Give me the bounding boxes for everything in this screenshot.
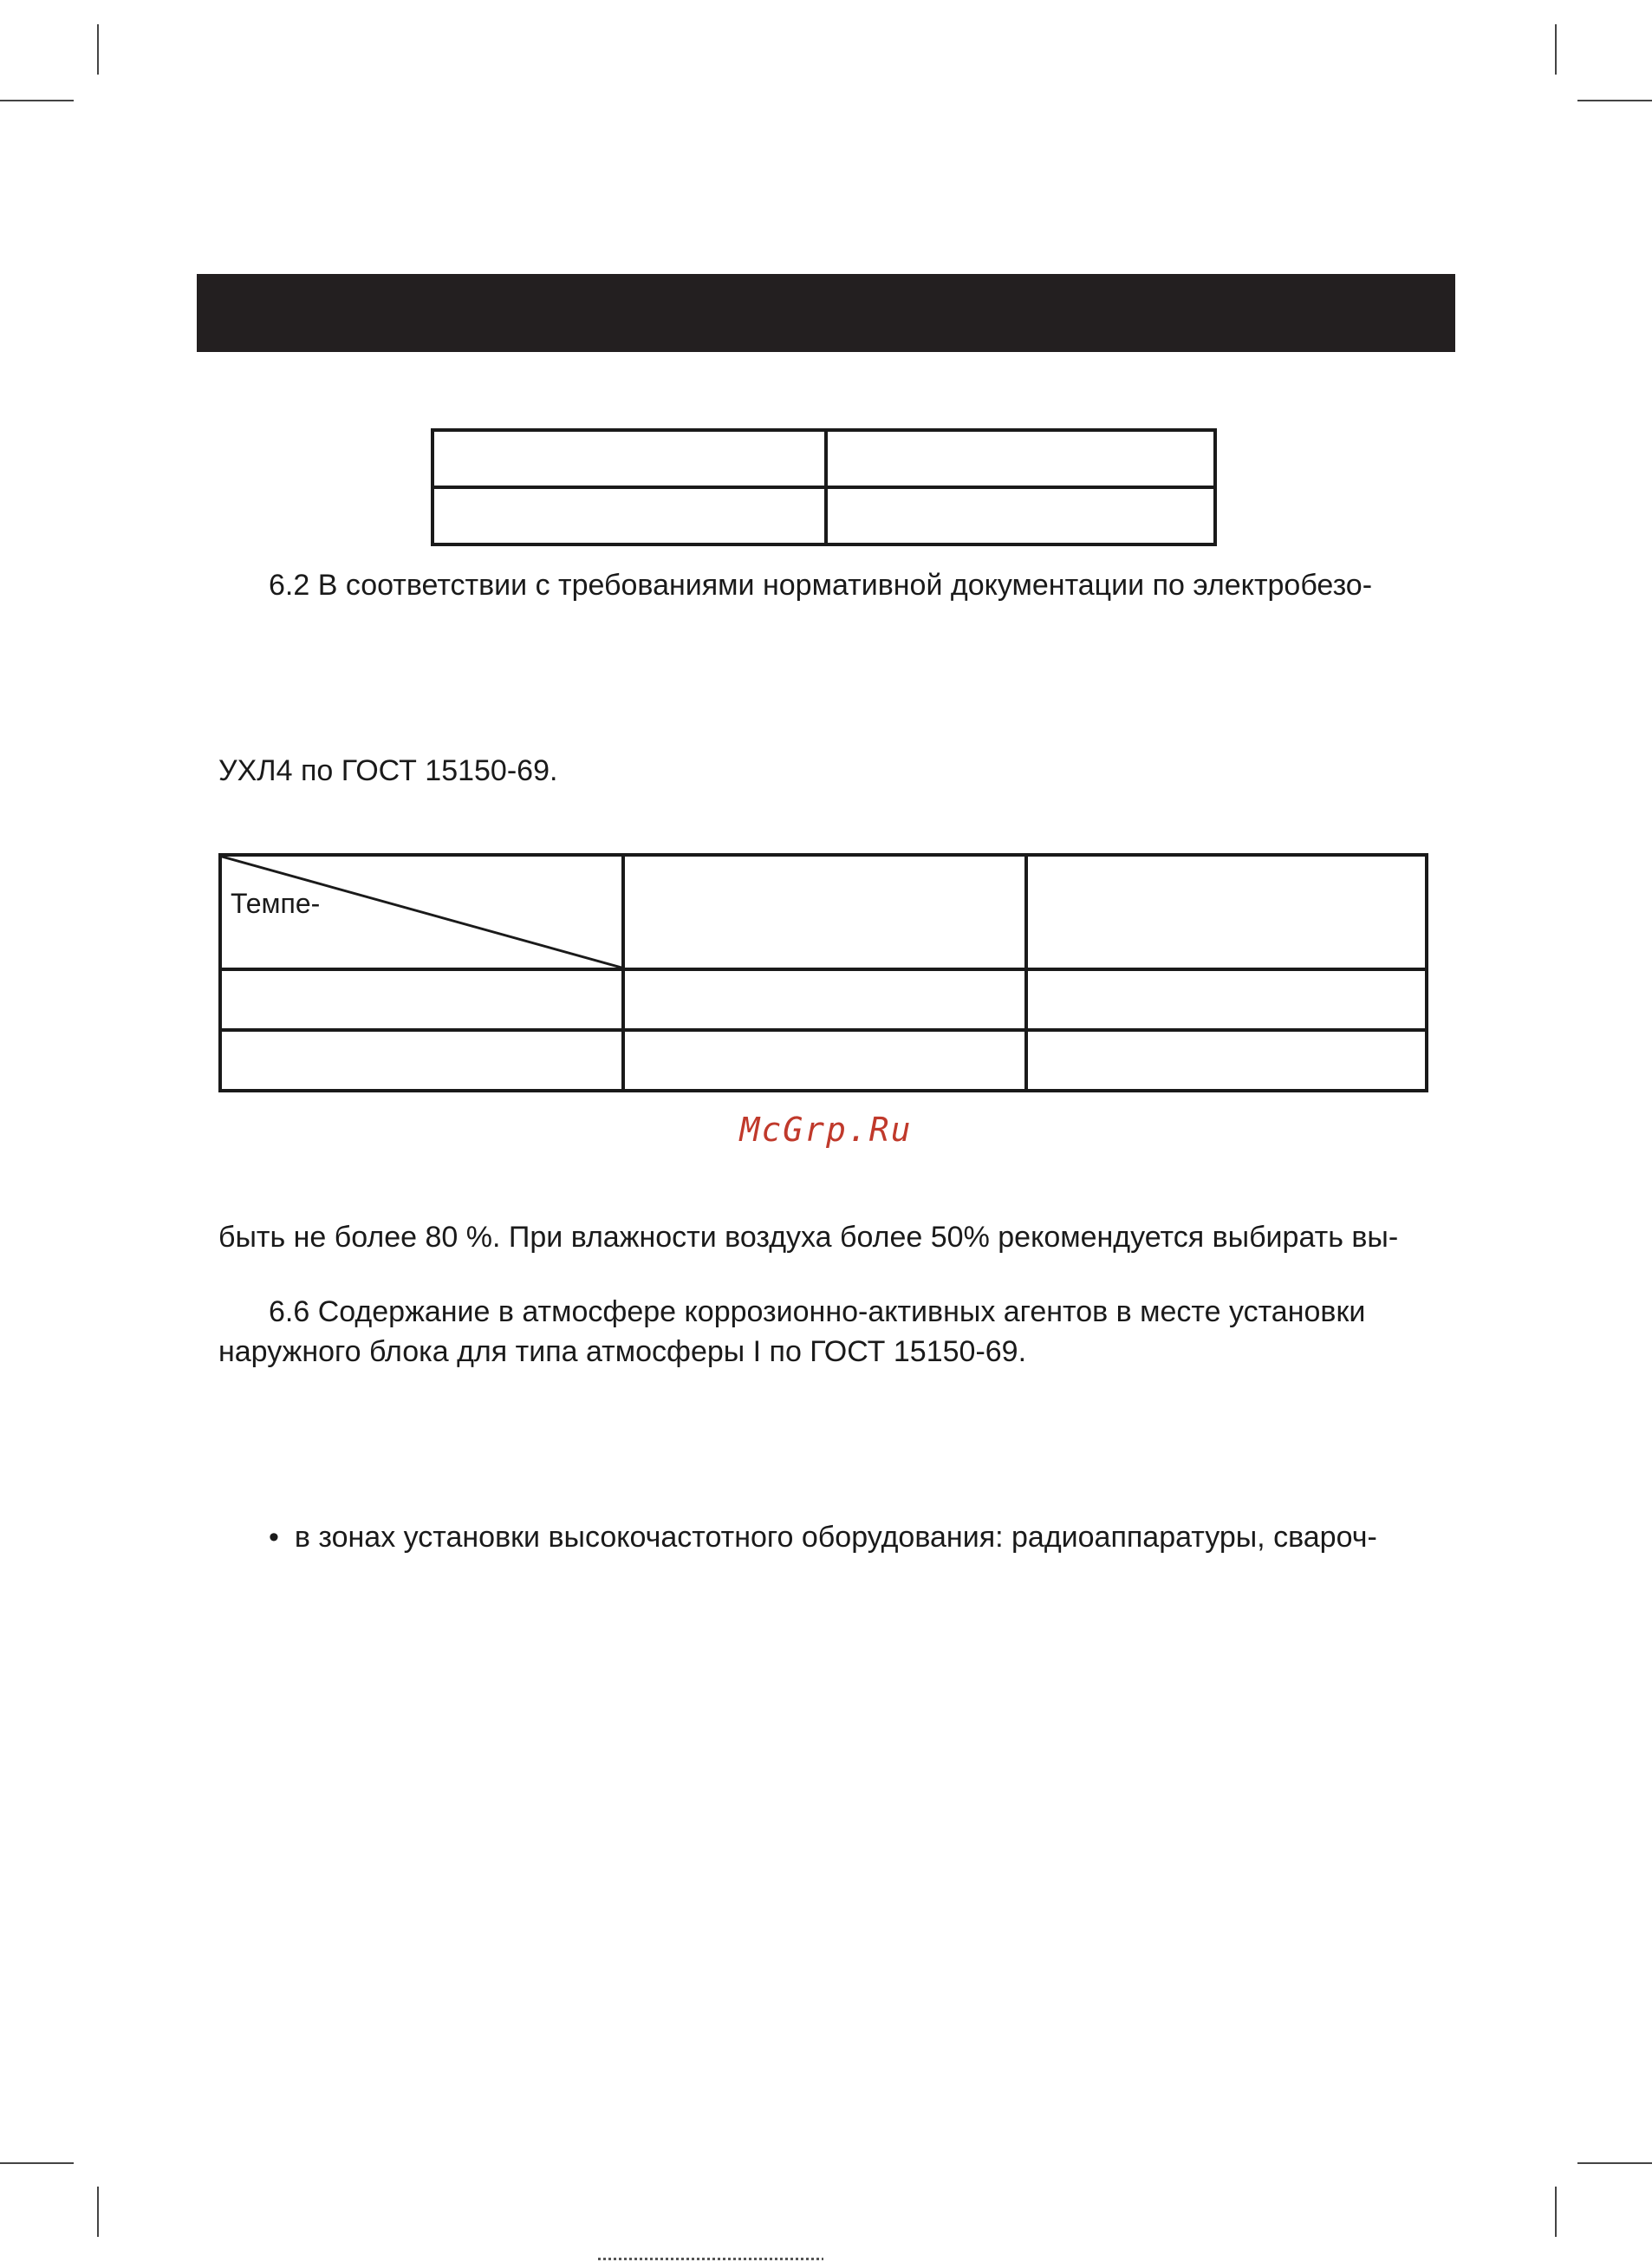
table-cell bbox=[1026, 1030, 1427, 1091]
table-row bbox=[433, 430, 1215, 487]
climate-table bbox=[218, 853, 1428, 1092]
paragraph-6-2: 6.2 В соответствии с требованиями нормативной документации по электробезо- bbox=[269, 569, 1373, 602]
paragraph-6-6-line2: наружного блока для типа атмосферы I по ГОСТ 15150-69. bbox=[218, 1335, 1027, 1368]
table-cell bbox=[1026, 969, 1427, 1030]
table-cell bbox=[623, 969, 1026, 1030]
table-row bbox=[433, 487, 1215, 544]
table-header-cell bbox=[1026, 855, 1427, 969]
bullet-item-text: в зонах установки высокочастотного оборудования: радиоаппаратуры, свароч- bbox=[294, 1521, 1377, 1554]
crop-mark-top-right-vertical bbox=[1555, 24, 1557, 75]
bullet-icon: • bbox=[269, 1521, 279, 1554]
bullet-item bbox=[269, 1517, 1377, 1557]
table-cell bbox=[826, 487, 1215, 544]
table-header-row bbox=[220, 855, 1427, 969]
table-header-cell bbox=[623, 855, 1026, 969]
table-row bbox=[220, 969, 1427, 1030]
crop-mark-top-right-horizontal bbox=[1577, 100, 1652, 101]
crop-mark-bottom-right-vertical bbox=[1555, 2187, 1557, 2237]
paragraph-humidity: быть не более 80 %. При влажности воздуха более 50% рекомендуется выбирать вы- bbox=[218, 1221, 1399, 1254]
table-cell bbox=[623, 1030, 1026, 1091]
table-cell bbox=[433, 487, 826, 544]
paragraph-6-6-line1: 6.6 Содержание в атмосфере коррозионно-активных агентов в месте установки bbox=[269, 1295, 1366, 1328]
table-cell bbox=[220, 1030, 623, 1091]
table-cell bbox=[220, 969, 623, 1030]
section-header-bar bbox=[197, 274, 1455, 352]
crop-mark-top-left-horizontal bbox=[0, 100, 74, 101]
print-registration-strip bbox=[598, 2258, 823, 2260]
crop-mark-bottom-right-horizontal bbox=[1577, 2162, 1652, 2164]
site-watermark: McGrp.Ru bbox=[739, 1111, 913, 1149]
paragraph-uhl4: УХЛ4 по ГОСТ 15150-69. bbox=[218, 754, 558, 787]
crop-mark-top-left-vertical bbox=[97, 24, 99, 75]
temperature-corner-label: Темпе- bbox=[231, 888, 321, 919]
crop-mark-bottom-left-horizontal bbox=[0, 2162, 74, 2164]
table-cell bbox=[433, 430, 826, 487]
table-row bbox=[220, 1030, 1427, 1091]
spec-table-small bbox=[431, 428, 1217, 546]
crop-mark-bottom-left-vertical bbox=[97, 2187, 99, 2237]
diagonal-header-cell bbox=[220, 855, 623, 969]
table-cell bbox=[826, 430, 1215, 487]
